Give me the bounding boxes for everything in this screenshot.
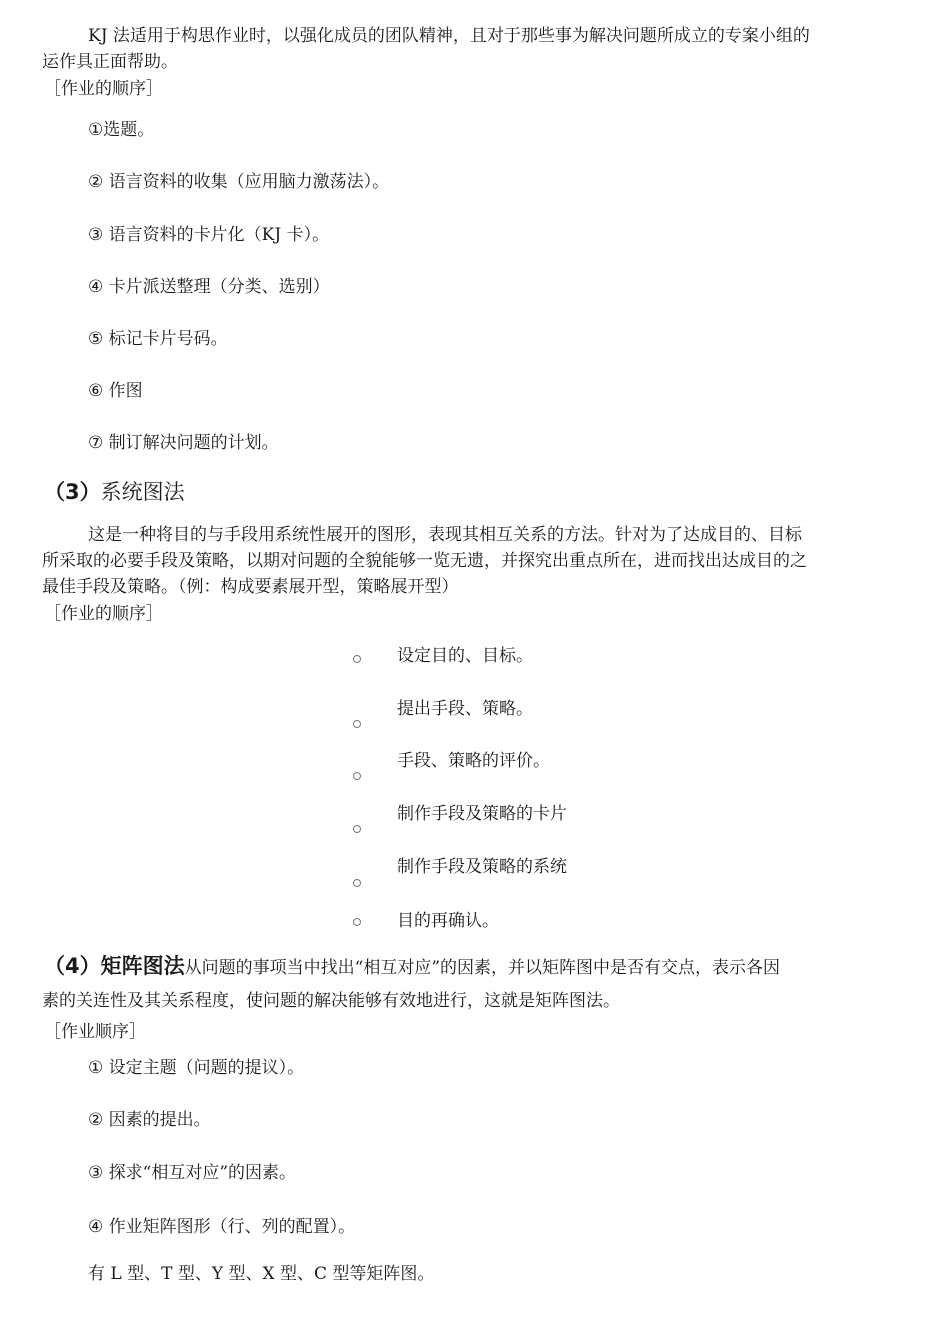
matrix-steps-heading: ［作业顺序］ (44, 1022, 146, 1042)
list-item: 制作手段及策略的卡片 (397, 804, 567, 824)
list-item (88, 431, 279, 455)
bullet-icon (353, 772, 361, 780)
list-item (88, 327, 228, 351)
section-number: （3） (44, 480, 101, 504)
step-text: 标记卡片号码。 (108, 329, 228, 349)
step-marker: ② (88, 1110, 104, 1130)
bullet-icon (353, 918, 361, 926)
step-marker: ② (88, 172, 104, 192)
list-item: 制作手段及策略的系统 (397, 857, 567, 877)
step-text: 卡片派送整理（分类、选别） (108, 277, 330, 297)
step-marker: ⑦ (88, 433, 104, 453)
list-item (88, 275, 330, 299)
step-marker: ③ (88, 1163, 104, 1183)
step-text: 因素的提出。 (108, 1110, 211, 1130)
matrix-intro-line-1 (44, 950, 780, 984)
step-text: 选题。 (103, 120, 155, 140)
bullet-icon (353, 655, 361, 663)
step-marker: ⑤ (88, 329, 104, 349)
step-marker: ① (88, 1058, 104, 1078)
system-desc-line-3: 最佳手段及策略。（例：构成要素展开型，策略展开型） (42, 577, 459, 597)
matrix-desc-line-2: 素的关连性及其关系程度，使问题的解决能够有效地进行，这就是矩阵图法。 (42, 991, 620, 1011)
list-item: 手段、策略的评价。 (397, 751, 550, 771)
step-marker: ④ (88, 1217, 104, 1237)
list-item (88, 1161, 296, 1185)
system-desc-line-2: 所采取的必要手段及策略，以期对问题的全貌能够一览无遗，并探究出重点所在，进而找出达成目的之 (42, 551, 807, 571)
step-marker: ④ (88, 277, 104, 297)
list-item (88, 170, 389, 194)
system-desc-line-1: 这是一种将目的与手段用系统性展开的图形，表现其相互关系的方法。针对为了达成目的、目标 (88, 525, 802, 545)
bullet-icon (353, 720, 361, 728)
kj-intro-line-1: KJ 法适用于构思作业时，以强化成员的团队精神，且对于那些事为解决问题所成立的专案小组的 (88, 26, 810, 46)
system-steps-heading: ［作业的顺序］ (44, 604, 163, 624)
list-item (88, 223, 329, 247)
section-heading-system (44, 477, 185, 507)
kj-intro-line-2: 运作具正面帮助。 (42, 52, 178, 72)
step-text: 作图 (108, 381, 143, 401)
list-item (88, 379, 143, 403)
step-text: 作业矩阵图形（行、列的配置）。 (108, 1217, 356, 1237)
list-item (88, 1108, 211, 1132)
section-title: 矩阵图法 (100, 954, 185, 978)
list-item (88, 1215, 355, 1239)
bullet-icon (353, 879, 361, 887)
step-text: 语言资料的卡片化（KJ 卡）。 (108, 225, 330, 245)
list-item: 设定目的、目标。 (397, 646, 533, 666)
step-marker: ① (88, 120, 104, 140)
list-item (88, 1056, 304, 1080)
list-item (88, 118, 154, 142)
section-number: （4） (44, 954, 101, 978)
section-title: 系统图法 (100, 480, 185, 504)
matrix-desc-line-1: 从问题的事项当中找出“相互对应”的因素，并以矩阵图中是否有交点，表示各因 (184, 958, 781, 978)
matrix-note: 有 L 型、T 型、Y 型、X 型、C 型等矩阵图。 (88, 1264, 435, 1284)
step-marker: ⑥ (88, 381, 104, 401)
list-item: 目的再确认。 (397, 911, 499, 931)
list-item: 提出手段、策略。 (397, 699, 533, 719)
bullet-icon (353, 825, 361, 833)
step-text: 探求“相互对应”的因素。 (108, 1163, 297, 1183)
kj-steps-heading: ［作业的顺序］ (44, 79, 163, 99)
step-text: 语言资料的收集（应用脑力激荡法）。 (108, 172, 390, 192)
step-text: 设定主题（问题的提议）。 (108, 1058, 305, 1078)
step-marker: ③ (88, 225, 104, 245)
step-text: 制订解决问题的计划。 (108, 433, 279, 453)
